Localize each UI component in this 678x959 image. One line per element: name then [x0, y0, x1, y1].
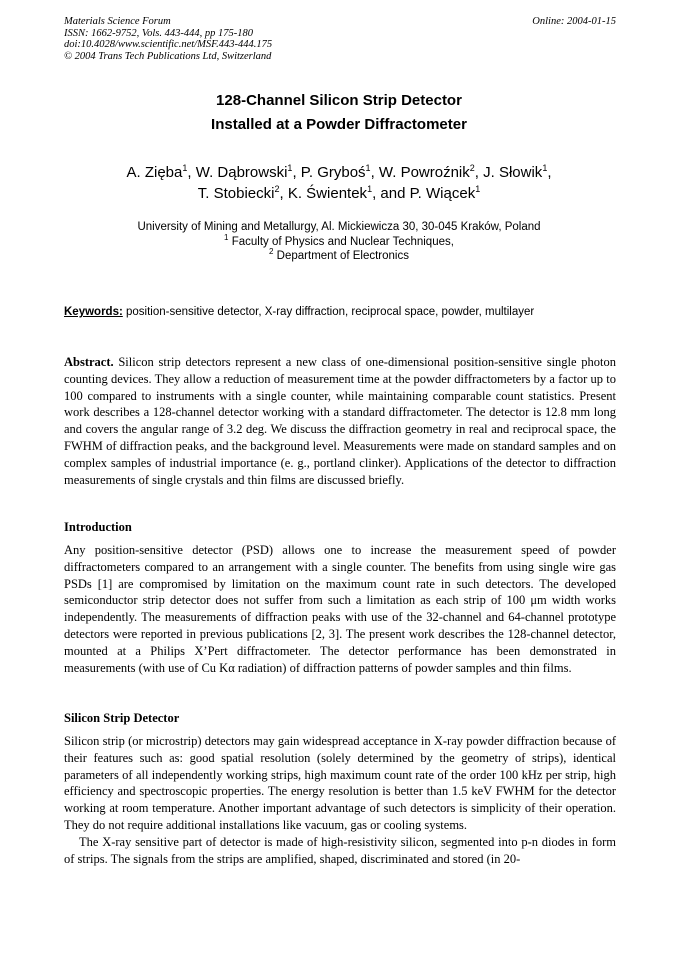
- author-separator: ,: [474, 164, 484, 181]
- introduction-body: [64, 542, 616, 676]
- copyright-line: © 2004 Trans Tech Publications Ltd, Switzerland: [64, 50, 272, 62]
- author-affil-sup: 1: [365, 163, 371, 173]
- department-1-line: [0, 232, 678, 250]
- silicon-strip-body: [64, 733, 616, 867]
- issn-line: ISSN: 1662-9752, Vols. 443-444, pp 175-180: [64, 27, 253, 39]
- author-list: [0, 162, 678, 204]
- university-line: University of Mining and Metallurgy, Al. Mickiewicza 30, 30-045 Kraków, Poland: [137, 221, 541, 233]
- silicon-paragraph-2: The X-ray sensitive part of detector is made of high-resistivity silicon, segmented into p-n diodes in form of strips. The signals from the strips are amplified, shaped, discriminated and stored (in 20-: [64, 834, 616, 866]
- author-separator: ,: [279, 185, 288, 202]
- affiliations: [0, 220, 678, 264]
- author-affil-sup: 1: [475, 184, 481, 194]
- abstract: [64, 354, 616, 488]
- author-line-2: [0, 183, 678, 204]
- author-name: T. Stobiecki: [197, 185, 275, 202]
- author-separator: ,: [187, 164, 196, 181]
- abstract-text: Silicon strip detectors represent a new class of one-dimensional position-sensitive single photon counting devices. They allow a reduction of measurement time at the powder diffractometers by a factor up to 100 compared to instruments with a single counter, while maintaining comparable count statistics. Present work describes a 128-channel detector working with a standard diffractometer. The detector is 12.8 mm long and covers the angular range of 3.2 deg. We discuss the diffraction geometry in real and reciprocal space, the FWHM of diffraction peaks, and the background level. Measurements were made on standard samples and on complex samples of industrial importance (e. g., portland clinker). Applications of the detector to diffraction measurements of single crystals and thin films are discussed briefly.: [64, 355, 616, 487]
- silicon-paragraph-1: Silicon strip (or microstrip) detectors may gain widespread acceptance in X-ray powder diffraction because of their features such as: good spatial resolution (solely determined by the geometry of strips), identical parameters of all independently working strips, high maximum count rate of the order 100 kHz per strip, high efficiency and spectroscopic properties. The energy resolution is better than 1.5 keV FWHM for the detector working at room temperature. Another important advantage of such detectors is simplicity of their operation. They do not require additional installations like vacuum, gas or cooling systems.: [64, 734, 616, 832]
- clipped-header-line: [64, 62, 616, 70]
- doi-line: doi:10.4028/www.scientific.net/MSF.443-444.175: [64, 39, 273, 50]
- author-affil-sup: 2: [469, 163, 475, 173]
- title-line-2: Installed at a Powder Diffractometer: [211, 116, 467, 133]
- journal-name: Materials Science Forum: [64, 16, 171, 27]
- author-name: W. Dąbrowski: [195, 164, 288, 181]
- title-line-1: 128-Channel Silicon Strip Detector: [216, 92, 462, 109]
- dept-1-name: Faculty of Physics and Nuclear Techniques,: [231, 235, 454, 248]
- author-affil-sup: 1: [182, 163, 188, 173]
- author-name: K. Świentek: [287, 185, 368, 202]
- section-heading-silicon-strip: Silicon Strip Detector: [64, 711, 180, 725]
- author-name: A. Zięba: [126, 164, 183, 181]
- dept-2-name: Department of Electronics: [276, 250, 409, 262]
- author-affil-sup: 1: [367, 184, 373, 194]
- author-name: W. Powroźnik: [378, 164, 470, 181]
- abstract-label: Abstract.: [64, 355, 114, 369]
- author-name: J. Słowik: [483, 164, 543, 181]
- author-name: P. Wiącek: [409, 185, 476, 202]
- section-heading-introduction: Introduction: [64, 520, 132, 534]
- author-affil-sup: 2: [274, 184, 280, 194]
- author-separator: ,: [547, 164, 552, 181]
- author-separator: , and: [372, 185, 410, 202]
- author-separator: ,: [370, 164, 379, 181]
- dept-2-sup: 2: [269, 247, 274, 256]
- keywords-label: Keywords:: [64, 306, 123, 318]
- department-2-line: [0, 249, 678, 264]
- keywords-line: [64, 305, 616, 320]
- paper-title: [0, 89, 678, 137]
- keywords-text: position-sensitive detector, X-ray diffraction, reciprocal space, powder, multilayer: [126, 306, 535, 318]
- author-affil-sup: 1: [542, 163, 548, 173]
- author-affil-sup: 1: [287, 163, 293, 173]
- author-name: P. Gryboś: [300, 164, 366, 181]
- introduction-paragraph: Any position-sensitive detector (PSD) allows one to increase the measurement speed of powder diffractometers compared to an arrangement with a single counter. The benefits from using single wire gas PSDs [1] are compromised by limitation on the maximum count rate in such detectors. The developed semiconductor strip detector does not suffer from such a limitation as each strip of 100 μm width works independently. The measurements of diffraction peaks with use of the 32-channel and 64-channel prototype detectors were reported in previous publications [2, 3]. The present work describes the 128-channel detector, mounted at a Philips X’Pert diffractometer. The detector performance has been demonstrated in measurements (with use of Cu Kα radiation) of diffraction patterns of powder samples and thin films.: [64, 543, 616, 675]
- author-line-1: [0, 162, 678, 183]
- online-date: Online: 2004-01-15: [532, 16, 616, 27]
- author-separator: ,: [292, 164, 301, 181]
- dept-1-sup: 1: [224, 232, 229, 242]
- journal-header: [64, 16, 616, 70]
